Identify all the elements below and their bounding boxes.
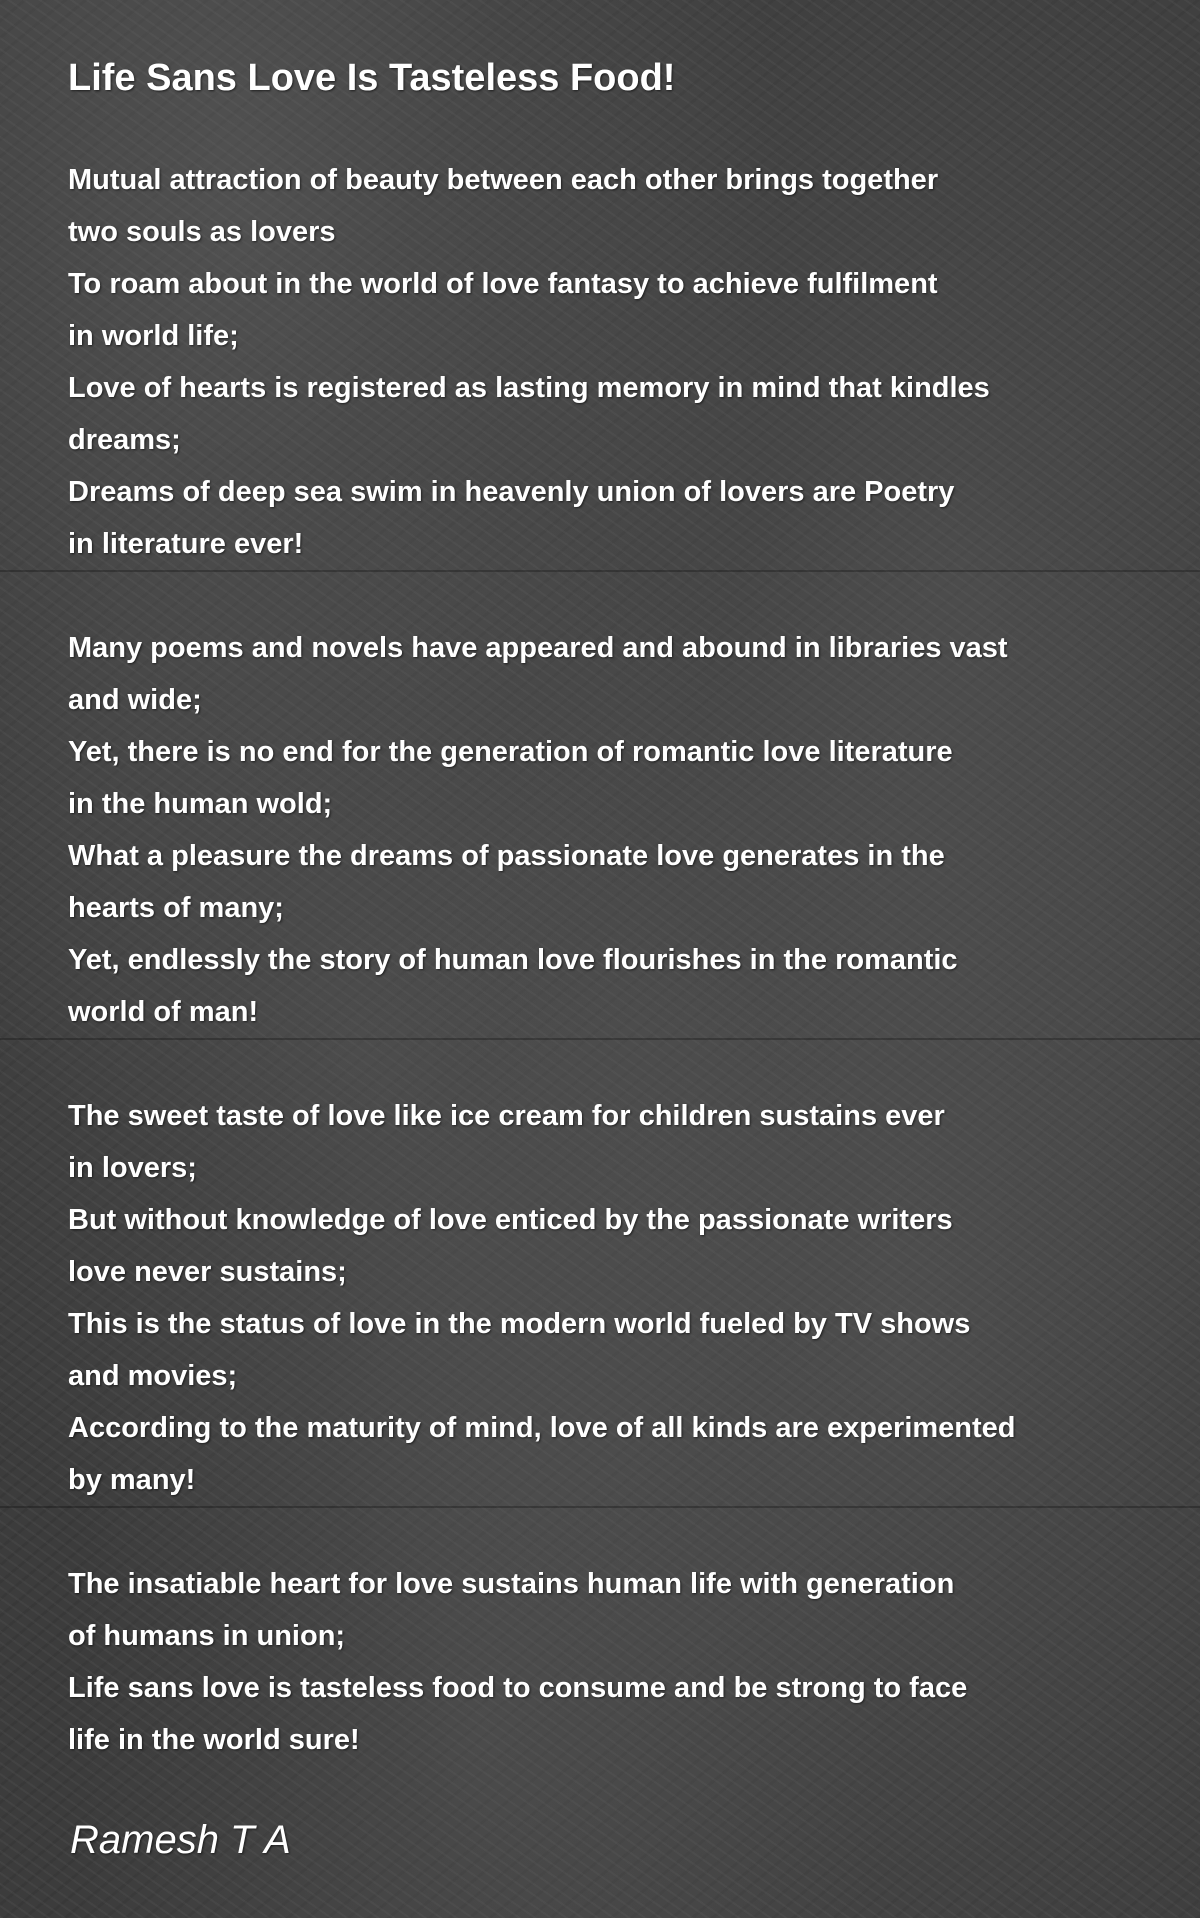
poem-line: This is the status of love in the modern world fueled by TV shows	[68, 1308, 971, 1340]
stanza-3	[68, 1090, 1148, 1506]
poem-line: Many poems and novels have appeared and abound in libraries vast	[68, 632, 1008, 664]
poem-line: Dreams of deep sea swim in heavenly union of lovers are Poetry	[68, 476, 955, 508]
stanza-1	[68, 154, 1148, 570]
poem-line: Yet, there is no end for the generation of romantic love literature	[68, 736, 953, 768]
poem-line: Love of hearts is registered as lasting memory in mind that kindles	[68, 372, 990, 404]
poem-line: two souls as lovers	[68, 216, 336, 248]
poem-line: The sweet taste of love like ice cream for children sustains ever	[68, 1100, 945, 1132]
poem-line: by many!	[68, 1464, 196, 1496]
poem-line: dreams;	[68, 424, 181, 456]
poem-title: Life Sans Love Is Tasteless Food!	[68, 57, 676, 99]
poem-line: To roam about in the world of love fantasy to achieve fulfilment	[68, 268, 938, 300]
poem-line: in the human wold;	[68, 788, 333, 820]
poem-line: Life sans love is tasteless food to consume and be strong to face	[68, 1672, 968, 1704]
poem-line: The insatiable heart for love sustains human life with generation	[68, 1568, 955, 1600]
poem-line: in world life;	[68, 320, 239, 352]
poem-line: Mutual attraction of beauty between each other brings together	[68, 164, 939, 196]
poem-line: love never sustains;	[68, 1256, 347, 1288]
poem-line: and wide;	[68, 684, 202, 716]
stanza-2	[68, 622, 1148, 1038]
poem-line: But without knowledge of love enticed by the passionate writers	[68, 1204, 953, 1236]
poem-line: of humans in union;	[68, 1620, 346, 1652]
poem-author: Ramesh T A	[70, 1818, 291, 1862]
poem-line: world of man!	[68, 996, 259, 1028]
poem-line: and movies;	[68, 1360, 238, 1392]
poem-line: in lovers;	[68, 1152, 197, 1184]
poem-line: What a pleasure the dreams of passionate love generates in the	[68, 840, 945, 872]
poem-line: in literature ever!	[68, 528, 304, 560]
poem-line: hearts of many;	[68, 892, 284, 924]
stanza-4	[68, 1558, 1148, 1766]
poem-line: According to the maturity of mind, love of all kinds are experimented	[68, 1412, 1016, 1444]
poem-line: life in the world sure!	[68, 1724, 360, 1756]
poem-line: Yet, endlessly the story of human love flourishes in the romantic	[68, 944, 958, 976]
poem	[68, 52, 1148, 1818]
